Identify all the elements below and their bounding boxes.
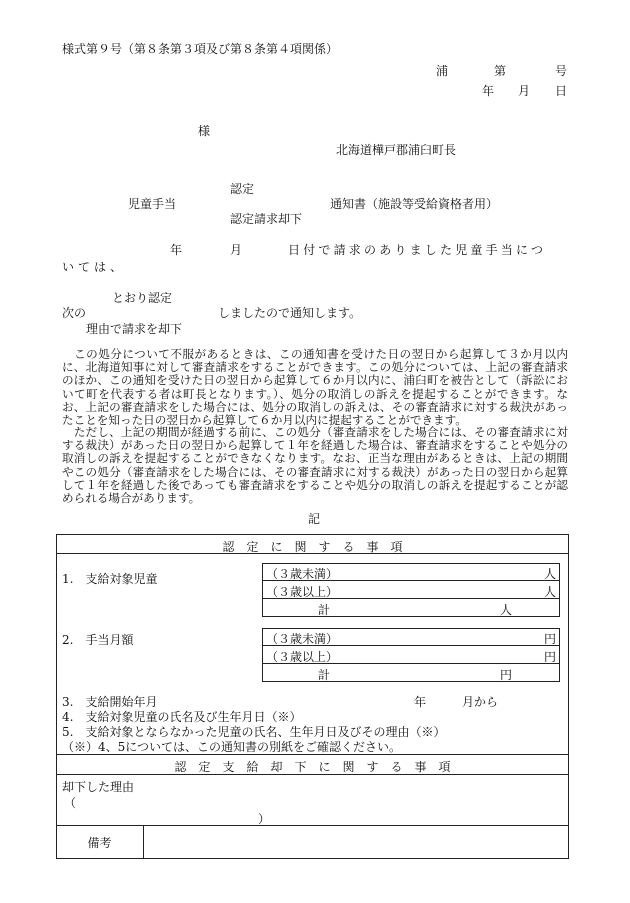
date-month: 月 (518, 84, 531, 98)
item1-label: 1. 支給対象児童 (62, 572, 158, 586)
item1-row1-label: （３歳未満） (266, 567, 339, 581)
request-rest: 日付で請求のありました児童手当につ (288, 243, 547, 257)
item3-month-from: 月から (462, 695, 499, 709)
date-day: 日 (555, 84, 568, 98)
result-option-approve: とおり認定 (112, 291, 173, 305)
title-option-reject: 認定請求却下 (230, 212, 303, 226)
item1-row2-unit: 人 (544, 585, 557, 599)
remarks-label: 備考 (87, 836, 112, 850)
result-prefix: 次の (62, 306, 87, 320)
issuer-name: 北海道樺戸郡浦臼町長 (336, 143, 457, 157)
ref-prefix: 浦 (436, 64, 449, 78)
rejection-reason-label: 却下した理由 (62, 780, 135, 794)
item2-row1-label: （３歳未満） (266, 632, 339, 646)
item2-label: 2. 手当月額 (62, 633, 134, 647)
approval-section-header: 認 定 に 関 す る 事 項 (222, 540, 403, 554)
item2-row1-unit: 円 (544, 632, 557, 646)
ref-dai: 第 (494, 64, 507, 78)
item2-row2-unit: 円 (544, 650, 557, 664)
ref-go: 号 (555, 64, 568, 78)
item1-total-unit: 人 (500, 603, 513, 617)
appeal-paragraph-1: この処分について不服があるときは、この通知書を受けた日の翌日から起算して３か月以内に、北海道知事に対して審査請求をすることができます。この処分については、上記の審査請求のほか、この通知を受けた日の翌日から起算して６か月以内に、浦臼町を被告として（訴訟において町を代表する者は町長となります。）、処分の取消しの訴えを提起することができます。なお、上記の審査請求をした場合には、処分の取消しの訴えは、その審査請求に対する裁決があったことを知った日の翌日から起算して６か月以内に提起することができます。 (62, 347, 568, 428)
remarks-field[interactable] (143, 825, 569, 859)
rejection-section-header: 認 定 支 給 却 下 に 関 す る 事 項 (174, 760, 451, 774)
reason-paren-open: （ (64, 796, 77, 810)
addressee-suffix: 様 (198, 124, 211, 138)
item5-label: 5. 支給対象とならなかった児童の氏名、生年月日及びその理由（※） (62, 725, 446, 739)
request-year: 年 (170, 243, 183, 257)
appeal-paragraph-2: ただし、上記の期間が経過する前に、この処分（審査請求をした場合には、その審査請求に対する裁決）があった日の翌日から起算して１年を経過した場合は、審査請求をすることや処分の取消しの訴えを提起することができなくなります。なお、正当な理由があるときは、上記の期間やこの処分（審査請求をした場合には、その審査請求に対する裁決）があった日の翌日から起算して１年を経過した後であっても審査請求をすることや処分の取消しの訴えを提起することが認められる場合があります。 (62, 425, 568, 506)
title-left: 児童手当 (128, 197, 177, 211)
item1-total-label: 計 (318, 603, 331, 617)
title-option-approve: 認定 (230, 182, 255, 196)
date-year: 年 (482, 84, 495, 98)
item2-row2-label: （３歳以上） (266, 650, 339, 664)
reason-paren-close: ） (258, 812, 271, 826)
item4-label: 4. 支給対象児童の氏名及び生年月日（※） (62, 710, 302, 724)
request-line2: いては、 (62, 260, 127, 274)
form-header: 様式第９号（第８条第３項及び第８条第４項関係） (62, 42, 339, 56)
attachment-note: （※）4、5については、この通知書の別紙をご確認ください。 (62, 740, 402, 754)
result-option-reject: 理由で請求を却下 (86, 322, 183, 336)
item3-label: 3. 支給開始年月 (62, 695, 158, 709)
item2-total-unit: 円 (500, 668, 513, 682)
request-month: 月 (230, 243, 243, 257)
title-right: 通知書（施設等受給資格者用） (330, 197, 499, 211)
item1-row1-unit: 人 (544, 567, 557, 581)
item1-row2-label: （３歳以上） (266, 585, 339, 599)
result-suffix: しましたので通知します。 (218, 306, 362, 320)
item3-year: 年 (414, 695, 427, 709)
item2-total-label: 計 (318, 668, 331, 682)
ki-mark: 記 (308, 512, 321, 526)
